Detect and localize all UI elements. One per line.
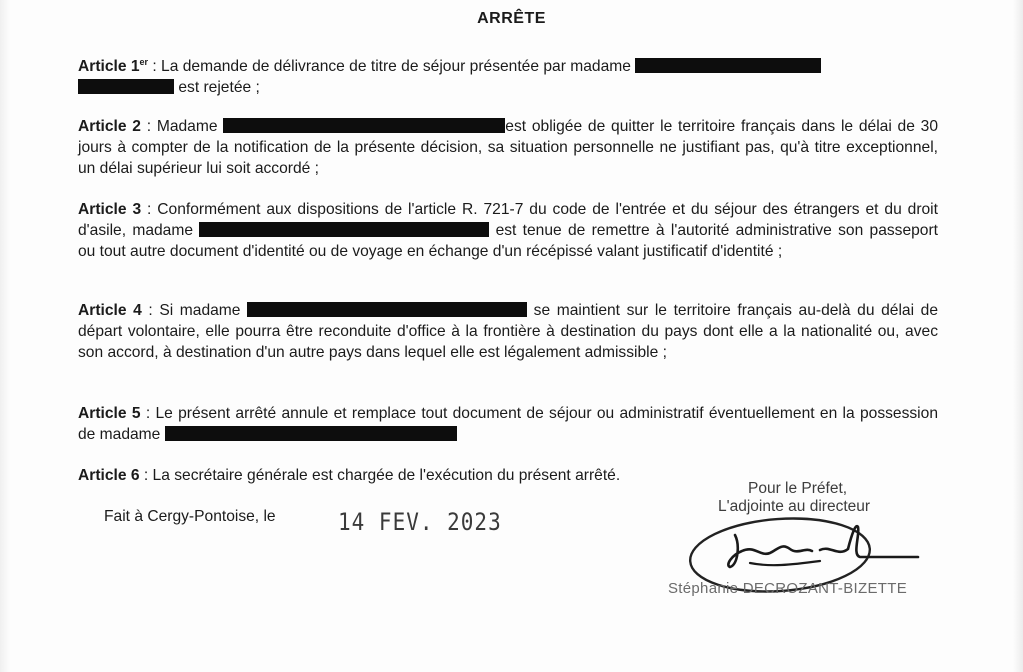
redacted-name	[635, 58, 821, 73]
page-right-edge-shadow	[1013, 0, 1023, 672]
article-3	[78, 199, 938, 262]
article-4-text-end: se maintient sur le territoire français au-delà du délai de départ volontaire, elle pourra être reconduite d'office à la frontière à destination du pays dont elle a la nationalité ou, avec son accord, à destination d'un autre pays dans lequel elle est légalement admissible ;	[78, 302, 938, 361]
article-1	[78, 52, 938, 98]
article-1-text-end: est rejetée ;	[178, 79, 260, 97]
article-2	[78, 116, 938, 179]
article-3-label: Article 3	[78, 201, 142, 218]
redacted-name	[165, 426, 457, 441]
article-2-label: Article 2	[78, 118, 141, 135]
article-6-text: : La secrétaire générale est chargée de l'exécution du présent arrêté.	[139, 467, 621, 484]
article-2-text-end: est obligée de quitter le territoire français dans le délai de 30 jours à compter de la notification de la présente décision, sa situation personnelle ne justifiant pas, qu'à titre exceptionnel, un délai supérieur lui soit accordé ;	[78, 118, 939, 177]
article-2-text: : Madame	[140, 118, 224, 135]
article-4	[78, 300, 938, 363]
article-3-text-end: est tenue de remettre à l'autorité administrative son passeport ou tout autre document d'identité ou de voyage en échange d'un récépissé valant justificatif d'identité ;	[78, 222, 939, 260]
article-4-label: Article 4	[78, 302, 142, 319]
document-title: ARRÊTE	[477, 10, 546, 27]
redacted-name	[247, 302, 527, 317]
article-5	[78, 403, 938, 445]
article-1-label: Article 1er	[78, 57, 149, 76]
place-line: Fait à Cergy-Pontoise, le	[104, 508, 276, 525]
article-4-text: : Si madame	[141, 302, 248, 319]
article-3-text: : Conformément aux dispositions de l'article R. 721-7 du code de l'entrée et du séjour des étrangers et du droit d'asile, madame	[78, 201, 938, 239]
article-1-text: : La demande de délivrance de titre de séjour présentée par madame	[148, 58, 636, 76]
stamped-date: 14 FEV. 2023	[338, 508, 502, 536]
redacted-name	[223, 118, 505, 133]
article-6-label: Article 6	[78, 467, 140, 484]
signatory-name: Stéphanie DECROZANT-BIZETTE	[668, 580, 907, 597]
redacted-name	[199, 222, 489, 237]
page-left-edge-shadow	[0, 0, 10, 672]
redacted-name	[78, 79, 174, 94]
signature-line-title: L'adjointe au directeur	[718, 498, 871, 515]
article-5-label: Article 5	[78, 405, 141, 422]
signature-line-prefect: Pour le Préfet,	[748, 480, 848, 497]
article-5-text: : Le présent arrêté annule et remplace tout document de séjour ou administratif éventuellement en la possession de madame	[78, 405, 938, 443]
